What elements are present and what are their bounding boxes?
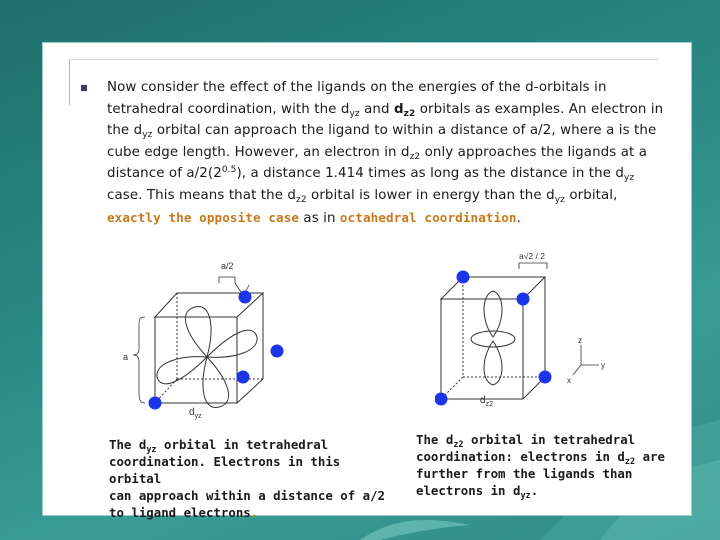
content-panel bbox=[42, 42, 692, 520]
dyz-figure-label: $d_{yz}$ bbox=[189, 407, 202, 420]
dyz-orbital-lobes bbox=[157, 307, 257, 408]
axis-z-label: z bbox=[578, 336, 582, 345]
ligand-bottom-left bbox=[149, 397, 162, 410]
dyz-caption: The $d_{yz}$ orbital in tetrahedral coordination. Electrons in this orbital can approach within a distance of a/2 to ligand electrons. bbox=[109, 437, 386, 520]
a-root2-half-label: a√2 / 2 bbox=[519, 251, 545, 261]
left-divider bbox=[69, 59, 70, 105]
top-divider bbox=[69, 59, 659, 60]
emphasis-octahedral: octahedral coordination bbox=[339, 209, 517, 225]
main-paragraph: Now consider the effect of the ligands on the energies of the d-orbitals in tetrahedral coordination, with the $d_{yz}$ and $d_{z2}$ orbitals as examples. An electron in the $d_{yz}$ orbital can approach the ligand to within a distance of a/2, where a is the cube edge length. However, an electron in $d_{z2}$ only approaches the ligands at a distance of $a/2(2^{0.5})$, a distance 1.414 times as long as the distance in the $d_{yz}$ case. This means that the $d_{z2}$ orbital is lower in energy than the $d_{yz}$ orbital, exactly the opposite case as in octahedral coordination. bbox=[107, 80, 664, 226]
dz2-orbital-shape bbox=[471, 291, 515, 385]
cube-front-face bbox=[155, 317, 237, 403]
ligand-back-top-left bbox=[457, 271, 470, 284]
ligand-right bbox=[271, 345, 284, 358]
ligand-back-bottom-right bbox=[539, 371, 552, 384]
ligand-top-right bbox=[239, 291, 252, 304]
edge-length-label: a bbox=[123, 352, 129, 362]
axis-y-label: y bbox=[601, 361, 605, 370]
dz2-caption: The $d_{z2}$ orbital in tetrahedral coordination: electrons in $d_{z2}$ are further from the ligands than electrons in $d_{yz}$. bbox=[416, 432, 665, 501]
ligand-front-top-right bbox=[517, 293, 530, 306]
dz2-cube-diagram bbox=[435, 251, 615, 421]
a-half-label: a/2 bbox=[221, 261, 234, 271]
bullet-marker bbox=[81, 85, 87, 91]
dz2-figure-label: $d_{z2}$ bbox=[480, 395, 493, 408]
coordinate-axes bbox=[573, 345, 599, 375]
emphasis-opposite-case: exactly the opposite case bbox=[107, 209, 300, 225]
ligand-front-right bbox=[237, 371, 250, 384]
dyz-cube-diagram bbox=[123, 257, 303, 437]
axis-x-label: x bbox=[567, 376, 571, 385]
ligand-front-bottom-left bbox=[435, 393, 448, 406]
cube-front-face bbox=[441, 299, 523, 399]
cube-top-face bbox=[441, 277, 545, 299]
